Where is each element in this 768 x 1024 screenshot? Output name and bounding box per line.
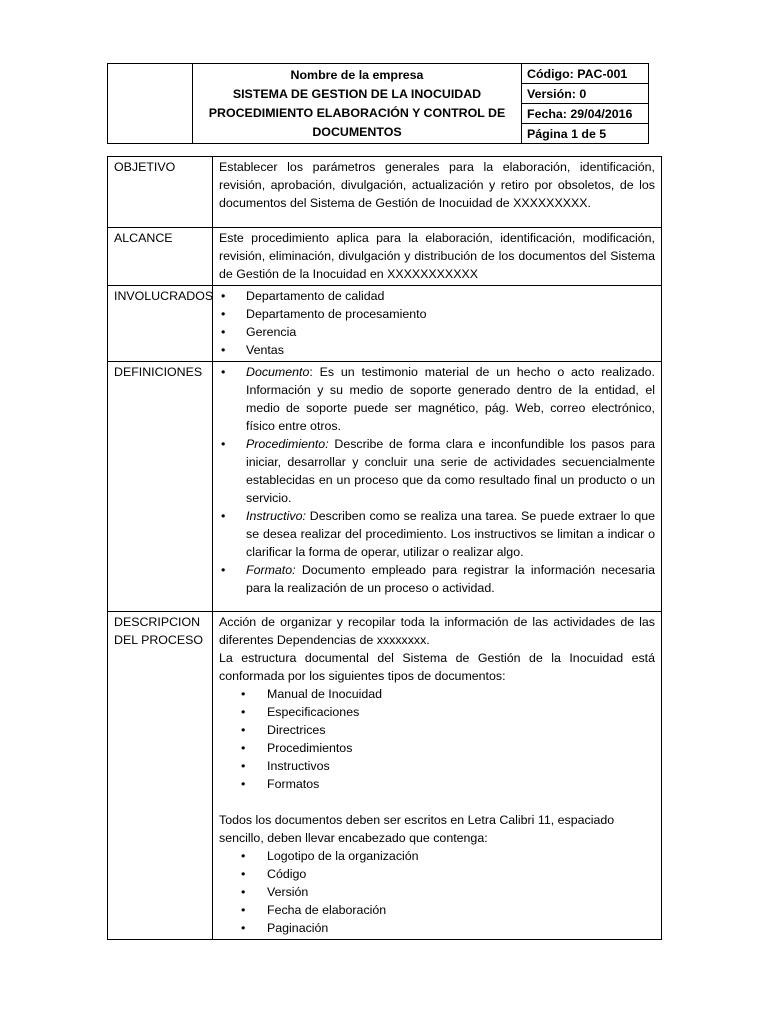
- definition-text: Documento empleado para registrar la información necesaria para la realización de un proceso o actividad.: [246, 563, 655, 595]
- list-item: • Versión: [219, 883, 655, 901]
- format-text: Todos los documentos deben ser escritos en Letra Calibri 11, espaciado sencillo, deben llevar encabezado que contenga:: [219, 813, 615, 845]
- definition-term: Formato:: [246, 563, 296, 577]
- list-item: • Departamento de calidad: [219, 287, 655, 305]
- header-items-list: [219, 847, 655, 937]
- definiciones-label: DEFINICIONES: [108, 362, 213, 612]
- definition-item: [219, 507, 655, 561]
- objetivo-label: OBJETIVO: [108, 157, 213, 228]
- descripcion-label-line2: DEL PROCESO: [114, 633, 204, 647]
- list-item: • Fecha de elaboración: [219, 901, 655, 919]
- header-title-block: [193, 64, 522, 144]
- list-item: • Ventas: [219, 341, 655, 359]
- definition-text: Describe de forma clara e inconfundible los pasos para iniciar, desarrollar y concluir una serie de actividades secuencialmente establecidas en un proceso que da como resultado final un producto o un servicio.: [246, 437, 655, 505]
- list-item: • Formatos: [219, 775, 655, 793]
- list-item: • Gerencia: [219, 323, 655, 341]
- objetivo-text: Establecer los parámetros generales para la elaboración, identificación, revisión, aprobación, divulgación, actualización y retiro por obsoletos, de los documentos del Sistema de Gestión de Inocuidad de XXXXXXXXX.: [213, 157, 662, 228]
- procedure-table: [107, 156, 662, 940]
- row-descripcion: [108, 612, 662, 940]
- system-name: SISTEMA DE GESTION DE LA INOCUIDAD: [232, 86, 482, 101]
- definition-term: Instructivo:: [246, 509, 306, 523]
- row-involucrados: [108, 286, 662, 362]
- involucrados-list: [219, 287, 655, 359]
- list-item: • Especificaciones: [219, 703, 655, 721]
- definiciones-list: [219, 363, 655, 597]
- list-item: • Directrices: [219, 721, 655, 739]
- company-name: Nombre de la empresa: [290, 67, 424, 82]
- list-item: • Logotipo de la organización: [219, 847, 655, 865]
- row-objetivo: [108, 157, 662, 228]
- list-item: • Departamento de procesamiento: [219, 305, 655, 323]
- descripcion-intro: Acción de organizar y recopilar toda la información de las actividades de las diferentes Dependencias de xxxxxxxx.: [219, 615, 655, 647]
- definition-term: Procedimiento:: [246, 437, 329, 451]
- definition-item: • Documento: Es un testimonio material de un hecho o acto realizado. Información y su medio de soporte generado dentro de la entidad, el medio de soporte puede ser magnético, pág. Web, correo electrónico, físico entre otros.: [219, 363, 655, 435]
- row-alcance: [108, 228, 662, 286]
- document-header: [107, 63, 649, 144]
- definition-text: Es un testimonio material de un hecho o acto realizado. Información y su medio de soporte generado dentro de la entidad, el medio de soporte puede ser magnético, pág. Web, correo electrónico, físico entre otros.: [246, 365, 655, 433]
- logo-cell: [108, 64, 193, 144]
- date-field: Fecha: 29/04/2016: [522, 104, 649, 124]
- descripcion-structure: La estructura documental del Sistema de Gestión de la Inocuidad está conformada por los siguientes tipos de documentos:: [219, 651, 655, 683]
- list-item: • Instructivos: [219, 757, 655, 775]
- version-field: Versión: 0: [522, 84, 649, 104]
- involucrados-label: INVOLUCRADOS: [108, 286, 213, 362]
- list-item: • Código: [219, 865, 655, 883]
- code-field: Código: PAC-001: [522, 64, 649, 84]
- definition-item: [219, 435, 655, 507]
- procedure-name: PROCEDIMIENTO ELABORACIÓN Y CONTROL DE DOCUMENTOS: [208, 105, 506, 139]
- row-definiciones: [108, 362, 662, 612]
- definition-item: [219, 561, 655, 597]
- definition-text: Describen como se realiza una tarea. Se puede extraer lo que se desea realizar del procedimiento. Los instructivos se limitan a indicar o clarificar la forma de operar, utilizar o realizar algo.: [246, 509, 655, 559]
- page-number: Página 1 de 5: [522, 124, 649, 144]
- list-item: • Procedimientos: [219, 739, 655, 757]
- alcance-text: Este procedimiento aplica para la elaboración, identificación, modificación, revisión, eliminación, divulgación y distribución de los documentos del Sistema de Gestión de la Inocuidad en XXXXXXXXXXX: [213, 228, 662, 286]
- alcance-label: ALCANCE: [108, 228, 213, 286]
- list-item: • Paginación: [219, 919, 655, 937]
- definition-term: Documento: [246, 365, 310, 379]
- descripcion-label: DESCRIPCION: [114, 615, 201, 629]
- list-item: • Manual de Inocuidad: [219, 685, 655, 703]
- doc-types-list: [219, 685, 655, 793]
